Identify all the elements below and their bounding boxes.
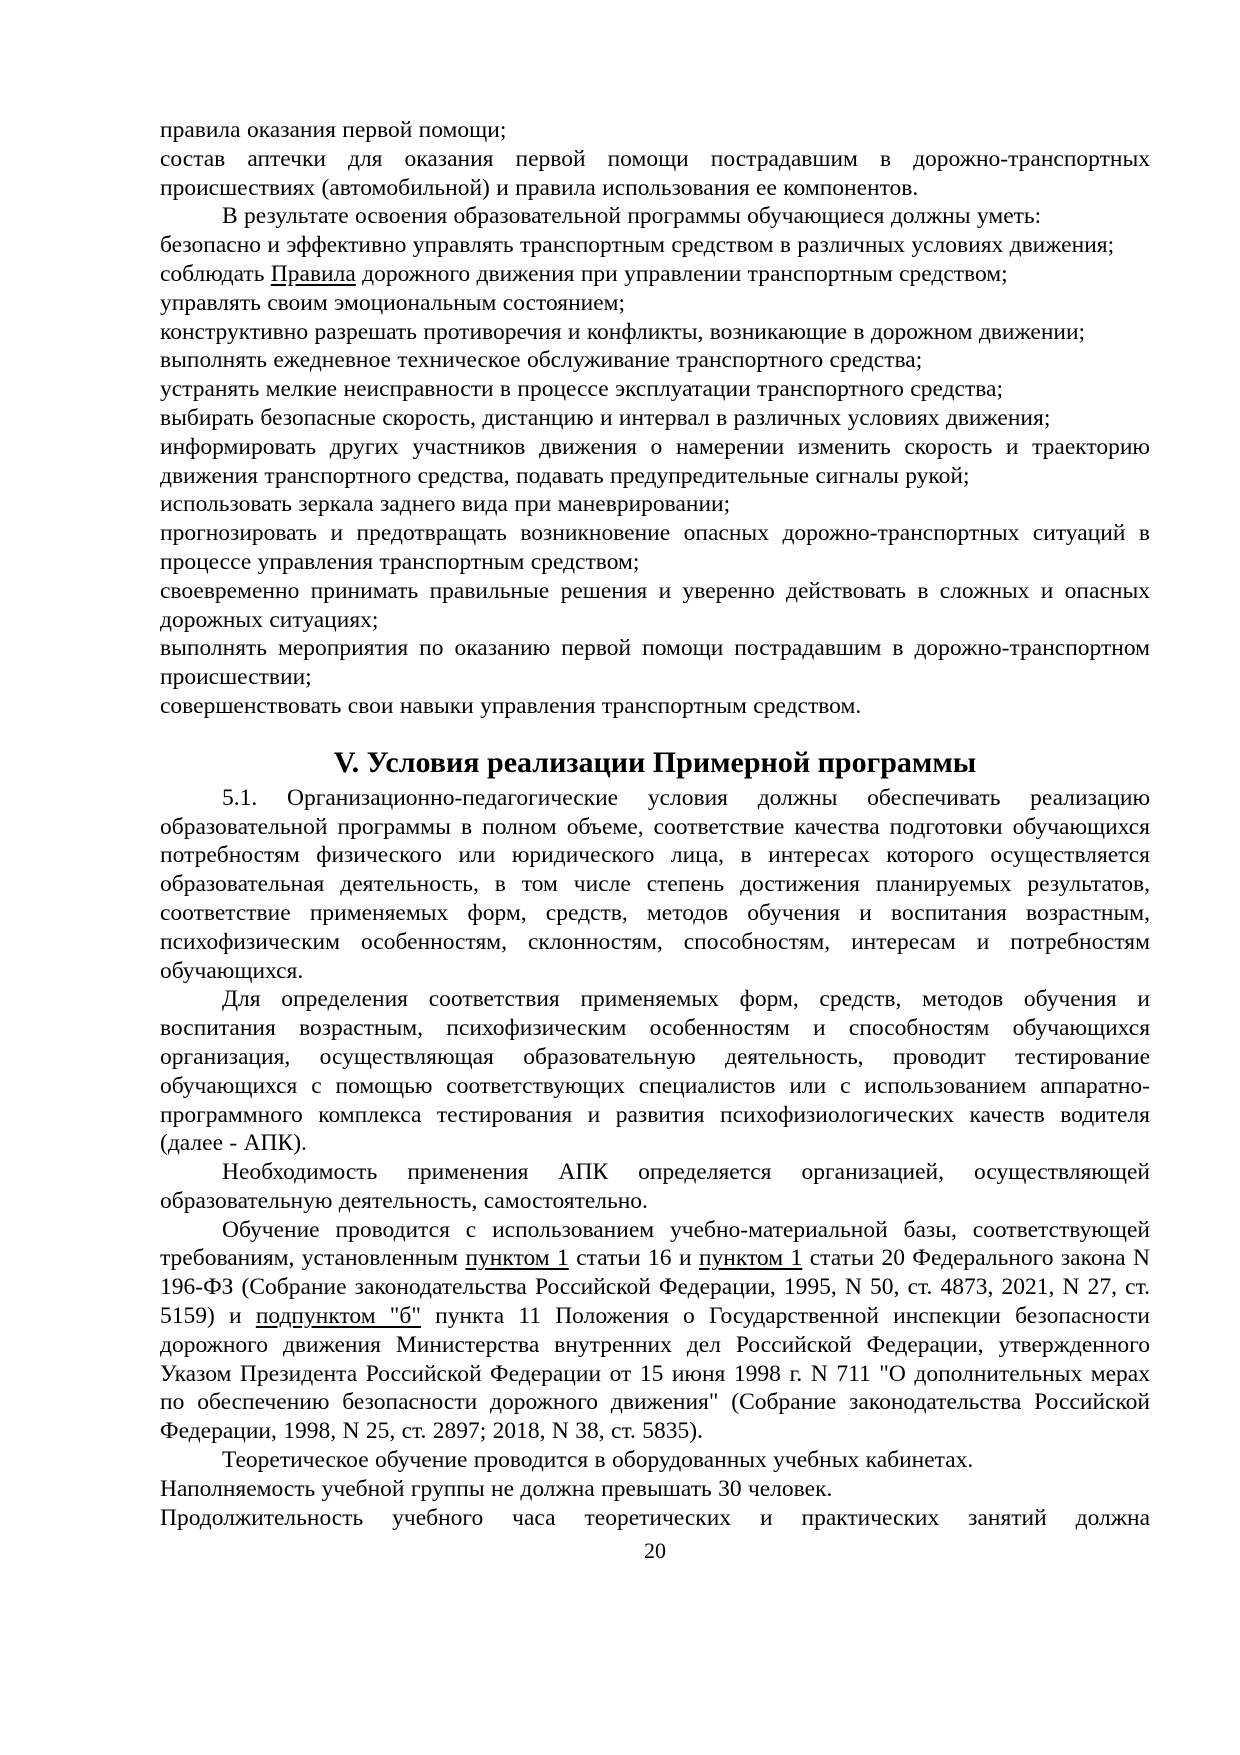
text-run: правила оказания первой помощи; (160, 117, 507, 143)
paragraph (160, 1475, 1150, 1504)
paragraph (160, 318, 1150, 347)
paragraph (160, 289, 1150, 318)
paragraph (160, 784, 1150, 986)
paragraph (160, 433, 1150, 491)
text-run: Обучение проводится с использованием учебно-материальной базы, соответствующей требованиям, установленным (160, 1216, 1150, 1272)
text-run: Для определения соответствия применяемых форм, средств, методов обучения и воспитания возрастным, психофизическим особенностям и способностям обучающихся организация, осуществляющая образовательную деятельность, проводит тестирование обучающихся с помощью соответствующих специалистов или с использованием аппаратно-программного комплекса тестирования и развития психофизиологических качеств водителя (далее - АПК). (160, 986, 1150, 1157)
paragraph (160, 145, 1150, 203)
reference-link[interactable]: Правила (270, 260, 356, 287)
paragraph (160, 260, 1150, 289)
text-run: управлять своим эмоциональным состоянием; (160, 289, 626, 316)
paragraph (160, 490, 1150, 519)
text-run: безопасно и эффективно управлять транспортным средством в различных условиях движения; (160, 232, 1115, 259)
text-run: выбирать безопасные скорость, дистанцию и интервал в различных условиях движения; (160, 404, 1051, 431)
text-run: 5.1. Организационно-педагогические условия должны обеспечивать реализацию образовательной программы в полном объеме, соответствие качества подготовки обучающихся потребностям физического или юридического лица, в интересах которого осуществляется образовательная деятельность, в том числе степень достижения планируемых результатов, соответствие применяемых форм, средств, методов обучения и воспитания возрастным, психофизическим особенностям, склонностям, способностям, интересам и потребностям обучающихся. (160, 784, 1150, 984)
text-run: пункта 11 Положения о Государственной инспекции безопасности дорожного движения Министерства внутренних дел Российской Федерации, утвержденного Указом Президента Российской Федерации от 15 июня 1998 г. N 711 "О дополнительных мерах по обеспечению безопасности дорожного движения" (Собрание законодательства Российской Федерации, 1998, N 25, ст. 2897; 2018, N 38, ст. 5835). (160, 1303, 1150, 1445)
section-heading: V. Условия реализации Примерной программы (333, 745, 977, 779)
text-run: статьи 20 Федерального закона N 196-ФЗ (Собрание законодательства Российской Федерации, 1995, N 50, ст. 4873, 2021, N 27, ст. 5159) и (160, 1245, 1150, 1330)
page-number: 20 (644, 1538, 666, 1564)
text-run: Теоретическое обучение проводится в оборудованных учебных кабинетах. (222, 1447, 974, 1474)
text-run: своевременно принимать правильные решения и уверенно действовать в сложных и опасных дорожных ситуациях; (160, 577, 1150, 633)
text-run: прогнозировать и предотвращать возникновение опасных дорожно-транспортных ситуаций в процессе управления транспортным средством; (160, 520, 1150, 575)
paragraph (160, 692, 1150, 721)
paragraph (160, 1504, 1150, 1533)
paragraph (160, 404, 1150, 433)
paragraph (160, 116, 1150, 145)
paragraph (160, 231, 1150, 260)
paragraph (160, 985, 1150, 1158)
paragraph (160, 519, 1150, 577)
paragraph (160, 634, 1150, 692)
reference-link[interactable]: подпунктом "б" (255, 1303, 421, 1330)
text-run: совершенствовать свои навыки управления транспортным средством. (160, 692, 862, 719)
paragraph (160, 1446, 1150, 1475)
document-body (160, 116, 1150, 1532)
text-run: информировать других участников движения о намерении изменить скорость и траекторию движения транспортного средства, подавать предупредительные сигналы рукой; (160, 433, 1150, 489)
text-run: выполнять мероприятия по оказанию первой помощи пострадавшим в дорожно-транспортном происшествии; (160, 635, 1150, 691)
text-run: дорожного движения при управлении транспортным средством; (355, 260, 1008, 287)
paragraph (160, 375, 1150, 404)
text-run: устранять мелкие неисправности в процессе эксплуатации транспортного средства; (160, 376, 1004, 403)
paragraph (160, 1216, 1150, 1446)
paragraph (160, 346, 1150, 375)
text-run: выполнять ежедневное техническое обслуживание транспортного средства; (160, 347, 923, 374)
reference-link[interactable]: пунктом 1 (465, 1245, 569, 1272)
paragraph (160, 202, 1150, 231)
text-run: В результате освоения образовательной программы обучающиеся должны уметь: (222, 203, 1042, 230)
text-run: статьи 16 и (568, 1245, 699, 1272)
text-run: конструктивно разрешать противоречия и конфликты, возникающие в дорожном движении; (160, 318, 1086, 345)
paragraph (160, 577, 1150, 635)
text-run: Наполняемость учебной группы не должна превышать 30 человек. (160, 1475, 833, 1502)
text-run: соблюдать (160, 260, 271, 287)
text-run: использовать зеркала заднего вида при маневрировании; (160, 491, 731, 518)
text-run: Продолжительность учебного часа теоретических и практических занятий должна (160, 1504, 1150, 1531)
paragraph (160, 1158, 1150, 1216)
text-run: Необходимость применения АПК определяется организацией, осуществляющей образовательную деятельность, самостоятельно. (160, 1159, 1150, 1214)
reference-link[interactable]: пунктом 1 (698, 1245, 803, 1272)
text-run: состав аптечки для оказания первой помощи пострадавшим в дорожно-транспортных происшествиях (автомобильной) и правила использования ее компонентов. (160, 145, 1150, 201)
